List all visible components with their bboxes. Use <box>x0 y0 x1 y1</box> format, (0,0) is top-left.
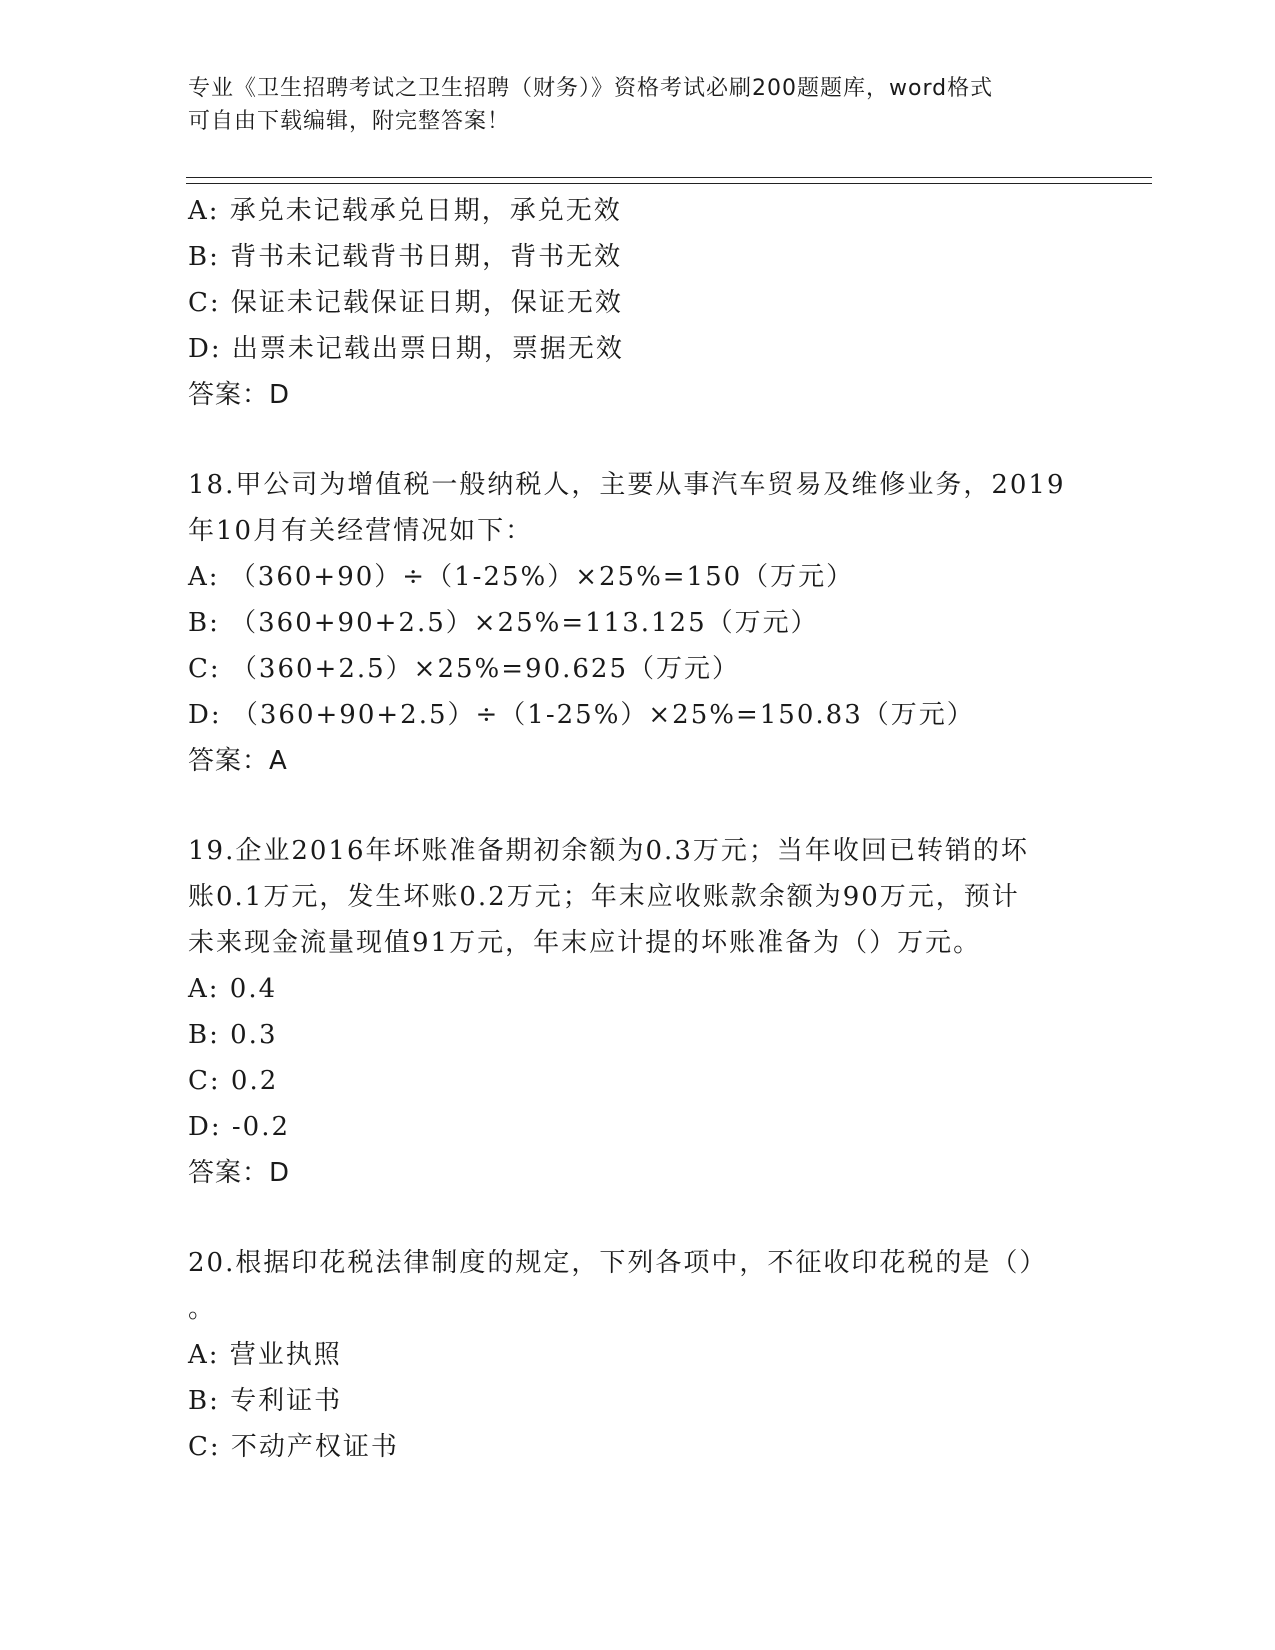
question-19 <box>188 828 1088 1196</box>
spacer <box>188 418 1088 462</box>
question-20 <box>188 1240 1088 1470</box>
q17-option-c: C: 保证未记载保证日期，保证无效 <box>188 288 623 318</box>
q18-stem-line-2: 年10月有关经营情况如下： <box>188 516 534 546</box>
q17-option-d: D: 出票未记载出票日期，票据无效 <box>188 334 624 364</box>
question-18 <box>188 462 1088 784</box>
q20-option-c: C: 不动产权证书 <box>188 1432 399 1462</box>
question-17 <box>188 188 1088 418</box>
q20-option-b: B: 专利证书 <box>188 1386 343 1416</box>
spacer <box>188 1196 1088 1240</box>
q20-option-a: A: 营业执照 <box>188 1340 342 1370</box>
header-title-line-2: 可自由下载编辑，附完整答案！ <box>188 109 511 134</box>
q19-stem-line-2: 账0.1万元，发生坏账0.2万元；年末应收账款余额为90万元，预计 <box>188 882 1020 912</box>
q18-option-d: D: （360+90+2.5）÷（1-25%）×25%=150.83（万元） <box>188 700 975 730</box>
spacer <box>188 784 1088 828</box>
document-header <box>188 72 1068 138</box>
q20-stem-line-1: 20.根据印花税法律制度的规定，下列各项中，不征收印花税的是（） <box>188 1248 1048 1278</box>
header-title-line-1: 专业《卫生招聘考试之卫生招聘（财务）》资格考试必刷200题题库，word格式 <box>188 76 994 101</box>
q18-option-a: A: （360+90）÷（1-25%）×25%=150（万元） <box>188 562 855 592</box>
q17-option-a: A: 承兑未记载承兑日期，承兑无效 <box>188 196 622 226</box>
q18-answer: 答案：A <box>188 746 288 776</box>
q19-option-b: B: 0.3 <box>188 1020 278 1050</box>
q17-option-b: B: 背书未记载背书日期，背书无效 <box>188 242 623 272</box>
q19-stem-line-3: 未来现金流量现值91万元，年末应计提的坏账准备为（）万元。 <box>188 928 982 958</box>
q19-answer: 答案：D <box>188 1158 291 1188</box>
question-content <box>188 188 1088 1470</box>
q20-stem-line-2: 。 <box>188 1294 217 1324</box>
header-rule-bottom <box>186 183 1152 184</box>
q19-stem-line-1: 19.企业2016年坏账准备期初余额为0.3万元；当年收回已转销的坏 <box>188 836 1029 866</box>
q18-stem-line-1: 18.甲公司为增值税一般纳税人，主要从事汽车贸易及维修业务，2019 <box>188 470 1066 500</box>
header-rule-top <box>186 177 1152 178</box>
q18-option-c: C: （360+2.5）×25%=90.625（万元） <box>188 654 741 684</box>
q18-option-b: B: （360+90+2.5）×25%=113.125（万元） <box>188 608 819 638</box>
q19-option-d: D: -0.2 <box>188 1112 291 1142</box>
q19-option-c: C: 0.2 <box>188 1066 279 1096</box>
q19-option-a: A: 0.4 <box>188 974 278 1004</box>
q17-answer: 答案：D <box>188 380 291 410</box>
